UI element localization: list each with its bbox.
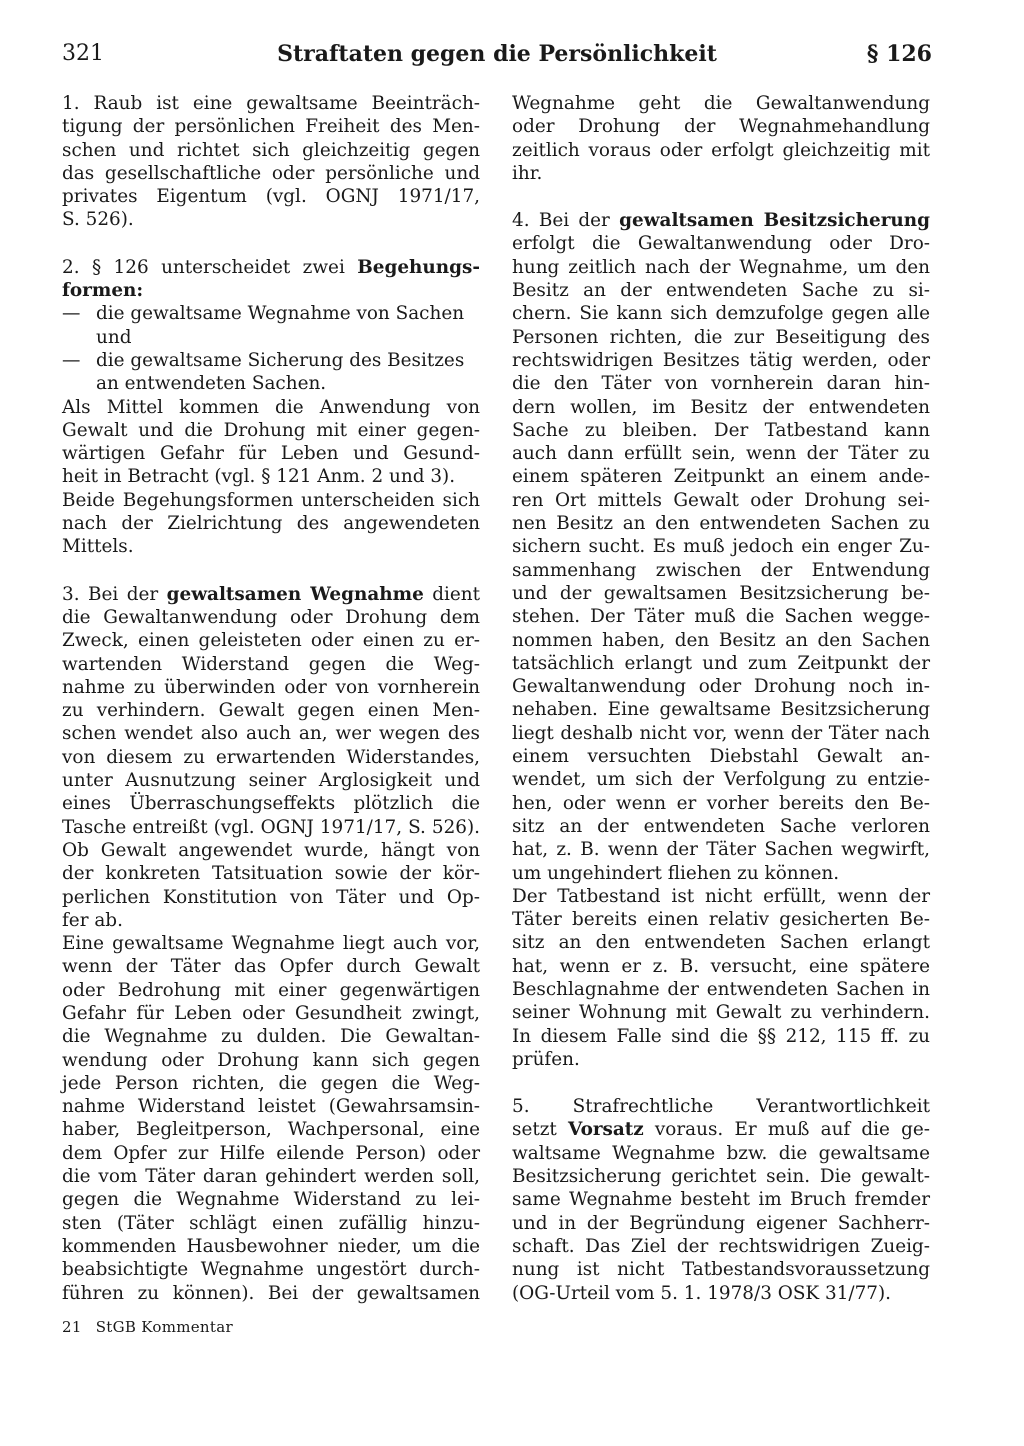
text-line: und der gewaltsamen Besitzsicherung be- xyxy=(512,582,930,604)
text-line: gegen die Wegnahme Widerstand zu lei- xyxy=(62,1189,480,1211)
text-line: Gewaltanwendung oder Drohung noch in- xyxy=(512,676,930,698)
left-column xyxy=(62,92,480,1305)
paragraph-gap xyxy=(512,185,930,209)
page-footer xyxy=(62,1318,233,1336)
paragraph-gap xyxy=(512,1071,930,1095)
text-line: die Wegnahme zu dulden. Die Gewaltan- xyxy=(62,1026,480,1048)
text-line: auch dann erfüllt sein, wenn der Täter zu xyxy=(512,443,930,465)
text-line: dem Opfer zur Hilfe eilende Person) oder xyxy=(62,1142,480,1164)
text-line: waltsame Wegnahme bzw. die gewaltsame xyxy=(512,1142,930,1164)
text-line: von diesem zu erwartenden Widerstandes, xyxy=(62,746,480,768)
text-line: oder Drohung der Wegnahmehandlung xyxy=(512,116,930,138)
text-line: Tasche entreißt (vgl. OGNJ 1971/17, S. 526). xyxy=(62,816,480,838)
text-line: tigung der persönlichen Freiheit des Men- xyxy=(62,116,480,138)
text-line: Sache zu bleiben. Der Tatbestand kann xyxy=(512,419,930,441)
text-line: Besitzsicherung gerichtet sein. Die gewalt- xyxy=(512,1166,930,1188)
paragraph-gap xyxy=(62,559,480,583)
paragraph-mark: § 126 xyxy=(866,41,932,67)
text-line: erfolgt die Gewaltanwendung oder Dro- xyxy=(512,233,930,255)
text-line: unter Ausnutzung seiner Arglosigkeit und xyxy=(62,770,480,792)
text-line: stehen. Der Täter muß die Sachen wegge- xyxy=(512,606,930,628)
text-line: an entwendeten Sachen. xyxy=(96,373,327,395)
text-line: dern wollen, im Besitz der entwendeten xyxy=(512,396,930,418)
text-line: Gewalt und die Drohung mit einer gegen- xyxy=(62,419,480,441)
text-line: zu verhindern. Gewalt gegen einen Men- xyxy=(62,700,480,722)
text-line: hat, wenn er z. B. versucht, eine spätere xyxy=(512,955,930,977)
text-line: formen: xyxy=(62,280,144,302)
text-line: 1. Raub ist eine gewaltsame Beeinträch- xyxy=(62,93,480,114)
text-line: Mittels. xyxy=(62,536,134,558)
text-line: same Wegnahme besteht im Bruch fremder xyxy=(512,1189,930,1211)
text-line: hen, oder wenn er vorher bereits den Be- xyxy=(512,792,930,814)
text-line: Besitz an der entwendeten Sache zu si- xyxy=(512,280,930,302)
text-line: nehaben. Eine gewaltsame Besitzsicherung xyxy=(512,699,930,721)
text-line: privates Eigentum (vgl. OGNJ 1971/17, xyxy=(62,186,480,208)
text-line: sammenhang zwischen der Entwendung xyxy=(512,559,930,581)
text-line: perlichen Konstitution von Täter und Op- xyxy=(62,886,480,908)
text-line: fer ab. xyxy=(62,909,123,931)
text-line: oder Bedrohung mit einer gegenwärtigen xyxy=(62,979,480,1001)
text-line: die den Täter von vornherein daran hin- xyxy=(512,373,930,395)
text-line: Beide Begehungsformen unterscheiden sich xyxy=(62,489,480,511)
text-line: sichern sucht. Es muß jedoch ein enger Zu- xyxy=(512,536,930,558)
text-line: prüfen. xyxy=(512,1048,580,1070)
text-line: chern. Sie kann sich demzufolge gegen alle xyxy=(512,303,930,325)
text-line: Personen richten, die zur Beseitigung des xyxy=(512,326,930,348)
text-line: tatsächlich erlangt und zum Zeitpunkt der xyxy=(512,652,930,674)
text-line: sten (Täter schlägt einen zufällig hinzu- xyxy=(62,1212,480,1234)
text-line: einem späteren Zeitpunkt an einem ande- xyxy=(512,466,930,488)
text-line: um ungehindert fliehen zu können. xyxy=(512,862,840,884)
text-line: die vom Täter daran gehindert werden soll, xyxy=(62,1166,480,1188)
text-line: — die gewaltsame Sicherung des Besitzes xyxy=(62,349,465,371)
text-line: nach der Zielrichtung des angewendeten xyxy=(62,513,480,535)
text-line: zeitlich voraus oder erfolgt gleichzeitig mit xyxy=(512,139,930,161)
text-line: wendung oder Drohung kann sich gegen xyxy=(62,1049,480,1071)
text-line: und in der Begründung eigener Sachherr- xyxy=(512,1212,930,1234)
text-line: jede Person richten, die gegen die Weg- xyxy=(62,1072,480,1094)
text-line: schen wendet also auch an, wer wegen des xyxy=(62,723,480,745)
text-line: Eine gewaltsame Wegnahme liegt auch vor, xyxy=(62,933,480,955)
text-line: seiner Wohnung mit Gewalt zu verhindern. xyxy=(512,1002,930,1024)
text-line: nen Besitz an den entwendeten Sachen zu xyxy=(512,513,930,535)
text-line: setzt Vorsatz voraus. Er muß auf die ge- xyxy=(512,1119,930,1141)
text-line: hung zeitlich nach der Wegnahme, um den xyxy=(512,256,930,278)
text-line: wartenden Widerstand gegen die Weg- xyxy=(62,653,480,675)
right-column xyxy=(512,92,930,1305)
running-title: Straftaten gegen die Persönlichkeit xyxy=(277,41,717,67)
text-line: wenn der Täter das Opfer durch Gewalt xyxy=(62,956,480,978)
text-line: Wegnahme geht die Gewaltanwendung xyxy=(512,93,930,114)
text-line: wendet, um sich der Verfolgung zu entzie- xyxy=(512,769,930,791)
text-line: hat, z. B. wenn der Täter Sachen wegwirft, xyxy=(512,839,930,861)
text-line: das gesellschaftliche oder persönliche und xyxy=(62,162,480,184)
text-line: ihr. xyxy=(512,162,543,184)
text-line: eines Überraschungseffekts plötzlich die xyxy=(62,793,480,815)
book-title: StGB Kommentar xyxy=(95,1318,233,1336)
text-line: 5. Strafrechtliche Verantwortlichkeit xyxy=(512,1096,930,1118)
text-line: beabsichtigte Wegnahme ungestört durch- xyxy=(62,1259,480,1281)
text-line: Gefahr für Leben oder Gesundheit zwingt, xyxy=(62,1002,480,1024)
text-line: kommenden Hausbewohner nieder, um die xyxy=(62,1235,480,1257)
page-header xyxy=(62,41,932,73)
text-line: schaft. Das Ziel der rechtswidrigen Zueig- xyxy=(512,1235,930,1257)
text-line: 4. Bei der gewaltsamen Besitzsicherung xyxy=(512,210,930,232)
text-line: nahme zu überwinden oder von vornherein xyxy=(62,676,480,698)
text-line: Ob Gewalt angewendet wurde, hängt von xyxy=(62,839,480,861)
text-line: der konkreten Tatsituation sowie der kör- xyxy=(62,863,480,885)
text-line: einem versuchten Diebstahl Gewalt an- xyxy=(512,746,930,768)
text-line: nahme Widerstand leistet (Gewahrsamsin- xyxy=(62,1096,480,1118)
signature-mark: 21 xyxy=(62,1318,82,1336)
text-line: 3. Bei der gewaltsamen Wegnahme dient xyxy=(62,583,481,605)
text-line: führen zu können). Bei der gewaltsamen xyxy=(62,1282,480,1304)
text-line: nommen haben, den Besitz an den Sachen xyxy=(512,629,930,651)
text-line: (OG-Urteil vom 5. 1. 1978/3 OSK 31/77). xyxy=(512,1282,892,1304)
text-line: und xyxy=(96,326,132,348)
page-number: 321 xyxy=(62,41,104,66)
text-line: wärtigen Gefahr für Leben und Gesund- xyxy=(62,443,480,465)
text-line: ren Ort mittels Gewalt oder Drohung sei- xyxy=(512,489,930,511)
text-line: In diesem Falle sind die §§ 212, 115 ff. zu xyxy=(512,1025,930,1047)
text-line: die Gewaltanwendung oder Drohung dem xyxy=(62,606,480,628)
paragraph-gap xyxy=(62,232,480,256)
text-line: sitz an der entwendeten Sache verloren xyxy=(512,815,930,837)
text-line: liegt deshalb nicht vor, wenn der Täter nach xyxy=(512,722,930,744)
text-line: haber, Begleitperson, Wachpersonal, eine xyxy=(62,1119,480,1141)
text-line: heit in Betracht (vgl. § 121 Anm. 2 und 3). xyxy=(62,466,456,488)
text-line: 2. § 126 unterscheidet zwei Begehungs- xyxy=(62,256,480,278)
text-line: rechtswidrigen Besitzes tätig werden, oder xyxy=(512,349,930,371)
text-line: sitz an den entwendeten Sachen erlangt xyxy=(512,932,930,954)
text-line: S. 526). xyxy=(62,209,134,231)
text-line: Beschlagnahme der entwendeten Sachen in xyxy=(512,978,930,1000)
text-line: Der Tatbestand ist nicht erfüllt, wenn der xyxy=(512,885,930,907)
text-line: schen und richtet sich gleichzeitig gegen xyxy=(62,139,480,161)
text-line: Zweck, einen geleisteten oder einen zu er- xyxy=(62,630,480,652)
text-line: Täter bereits einen relativ gesicherten Be- xyxy=(512,909,930,931)
text-line: nung ist nicht Tatbestandsvoraussetzung xyxy=(512,1259,930,1281)
text-line: — die gewaltsame Wegnahme von Sachen xyxy=(62,303,465,325)
text-line: Als Mittel kommen die Anwendung von xyxy=(62,396,480,418)
